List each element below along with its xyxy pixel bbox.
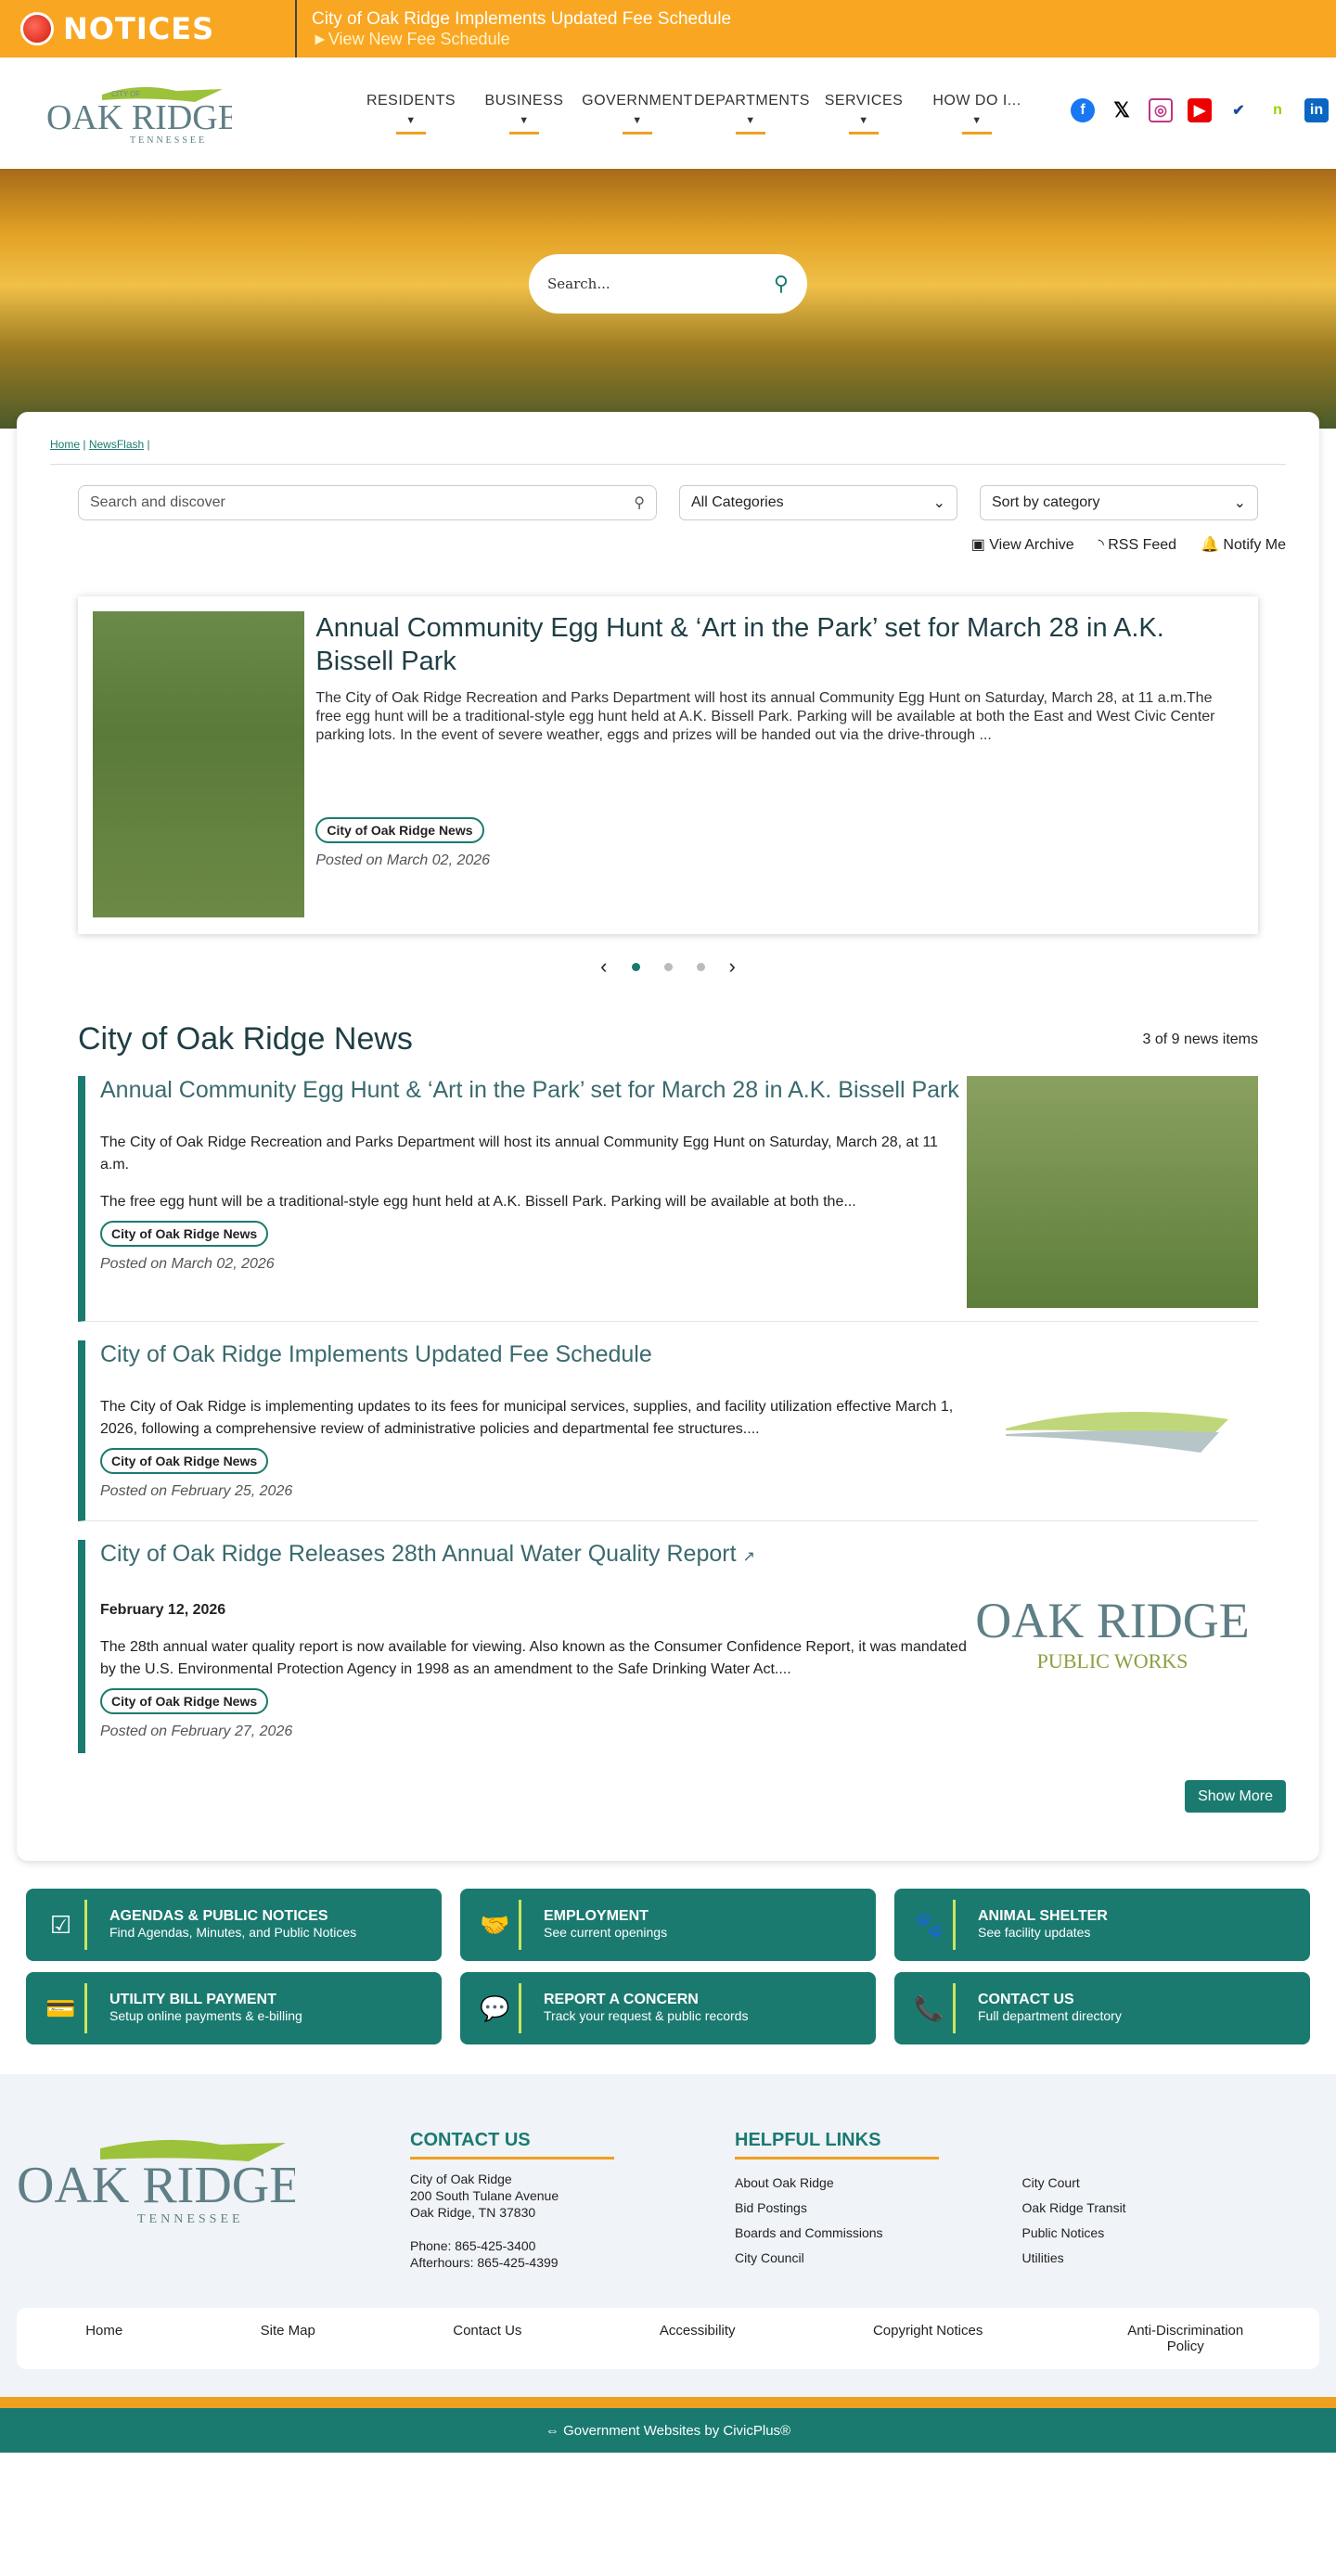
chevron-down-icon: ⌄: [932, 495, 945, 511]
hero-banner: [0, 169, 1336, 429]
news-thumbnail: OAK RIDGE PUBLIC WORKS: [975, 1593, 1250, 1672]
news-thumbnail: [967, 1076, 1258, 1308]
nav-departments[interactable]: DEPARTMENTS ▼: [694, 93, 807, 135]
news-item: Annual Community Egg Hunt & ‘Art in the Park’ set for March 28 in A.K. Bissell Park The City of Oak Ridge Recreation and Parks Department will host its annual Community Egg Hunt on Saturday, March 28, at 11 a.m. The free egg hunt will be a traditional-style egg hunt held at A.K. Bissell Park. Parking will be available at both the... City of Oak Ridge News Posted on March 02, 2026: [78, 1076, 1258, 1322]
civicplus-credit[interactable]: ⇔ Government Websites by CivicPlus®: [0, 2408, 1336, 2453]
view-archive-link[interactable]: ▣ View Archive: [970, 537, 1074, 553]
notice-link[interactable]: ►View New Fee Schedule: [312, 29, 510, 48]
footer-link[interactable]: Public Notices: [1021, 2225, 1105, 2240]
quick-link-report-concern[interactable]: 💬 REPORT A CONCERN Track your request & public records: [460, 1972, 876, 2044]
footer-helpful-links: HELPFUL LINKS About Oak Ridge Bid Postings Boards and Commissions City Council City Court Oak Ridge Transit Public Notices Utilities: [735, 2130, 1126, 2271]
nav-government[interactable]: GOVERNMENT ▼: [581, 93, 694, 135]
phone-icon: 📞: [906, 1983, 956, 2033]
facebook-icon[interactable]: f: [1071, 98, 1095, 122]
featured-title[interactable]: Annual Community Egg Hunt & ‘Art in the Park’ set for March 28 in A.K. Bissell Park: [315, 613, 1164, 676]
footer-link[interactable]: City Council: [735, 2250, 804, 2265]
youtube-icon[interactable]: ▶: [1188, 98, 1212, 122]
category-tag[interactable]: City of Oak Ridge News: [100, 1448, 268, 1474]
footer-site-map[interactable]: Site Map: [260, 2323, 315, 2339]
next-icon[interactable]: ›: [728, 955, 736, 978]
chat-icon: 💬: [471, 1983, 521, 2033]
prev-icon[interactable]: ‹: [600, 955, 608, 978]
carousel-pager: [50, 955, 1286, 979]
svg-text:OAK RIDGE: OAK RIDGE: [46, 97, 232, 137]
site-footer: [0, 2074, 1336, 2397]
news-title[interactable]: City of Oak Ridge Implements Updated Fee Schedule: [100, 1341, 652, 1367]
category-tag[interactable]: City of Oak Ridge News: [100, 1688, 268, 1714]
featured-image: [93, 611, 304, 917]
nav-residents[interactable]: RESIDENTS ▼: [354, 93, 468, 135]
news-title[interactable]: Annual Community Egg Hunt & ‘Art in the Park’ set for March 28 in A.K. Bissell Park: [100, 1077, 959, 1103]
archive-icon: ▣: [970, 537, 990, 553]
external-link-icon: ↗: [742, 1549, 755, 1565]
footer-accessibility[interactable]: Accessibility: [659, 2323, 736, 2339]
footer-bar: [17, 2308, 1319, 2369]
footer-copyright[interactable]: Copyright Notices: [872, 2323, 983, 2339]
featured-news[interactable]: [78, 596, 1258, 934]
quick-link-contact[interactable]: 📞 CONTACT US Full department directory: [894, 1972, 1310, 2044]
site-search[interactable]: Search... ⚲: [529, 254, 807, 314]
bell-icon: 🔔: [1201, 537, 1224, 553]
news-item: City of Oak Ridge Implements Updated Fee Schedule The City of Oak Ridge is implementing updates to its fees for municipal services, supplies, and facility utilization effective March 1, 2026, following a comprehensive review of administrative policies and departmental fee structures.... City of Oak Ridge News Posted on February 25, 2026: [78, 1340, 1258, 1521]
category-tag[interactable]: City of Oak Ridge News: [100, 1221, 268, 1247]
carousel-dot[interactable]: [697, 963, 705, 971]
news-card: [17, 412, 1319, 1861]
news-count: 3 of 9 news items: [1142, 1031, 1258, 1047]
sort-select[interactable]: Sort by category ⌄: [980, 485, 1258, 520]
nav-how-do-i[interactable]: HOW DO I... ▼: [920, 93, 1034, 135]
paw-icon: 🐾: [906, 1900, 956, 1950]
carousel-dot[interactable]: [664, 963, 673, 971]
nav-services[interactable]: SERVICES ▼: [807, 93, 920, 135]
linkedin-icon[interactable]: in: [1304, 98, 1329, 122]
svg-text:TENNESSEE: TENNESSEE: [130, 135, 208, 145]
checklist-icon: ☑: [37, 1900, 87, 1950]
svg-text:OAK RIDGE: OAK RIDGE: [17, 2157, 295, 2214]
handshake-icon: 🤝: [471, 1900, 521, 1950]
svg-text:TENNESSEE: TENNESSEE: [137, 2212, 244, 2226]
site-logo[interactable]: [46, 78, 232, 149]
footer-link[interactable]: Utilities: [1021, 2250, 1064, 2265]
search-icon: ⚲: [634, 495, 645, 511]
show-more-button[interactable]: Show More: [1185, 1780, 1286, 1813]
nextdoor-icon[interactable]: n: [1273, 102, 1282, 118]
quick-link-utility-bill[interactable]: 💳 UTILITY BILL PAYMENT Setup online payments & e-billing: [26, 1972, 442, 2044]
notify-me-link[interactable]: 🔔 Notify Me: [1201, 537, 1286, 553]
footer-link[interactable]: City Court: [1021, 2175, 1080, 2190]
alert-icon: [20, 12, 54, 45]
footer-link[interactable]: About Oak Ridge: [735, 2175, 834, 2190]
breadcrumb-home[interactable]: Home: [50, 438, 81, 451]
nav-business[interactable]: BUSINESS ▼: [468, 93, 581, 135]
rss-feed-link[interactable]: ◝ RSS Feed: [1098, 537, 1177, 553]
social-links: [1071, 98, 1329, 122]
notice-headline[interactable]: City of Oak Ridge Implements Updated Fee Schedule: [312, 8, 732, 29]
footer-logo[interactable]: [17, 2130, 410, 2271]
footer-link[interactable]: Boards and Commissions: [735, 2225, 883, 2240]
quick-links: [0, 1861, 1336, 2074]
category-select[interactable]: All Categories ⌄: [679, 485, 957, 520]
footer-anti-discrimination[interactable]: Anti-Discrimination Policy: [1127, 2323, 1244, 2354]
category-tag[interactable]: City of Oak Ridge News: [315, 817, 483, 843]
posted-date: Posted on March 02, 2026: [315, 852, 491, 868]
chevron-down-icon: ⌄: [1233, 495, 1246, 511]
main-nav: [354, 93, 1034, 135]
rss-icon: ◝: [1098, 537, 1109, 553]
carousel-dot[interactable]: [632, 963, 640, 971]
notices-label: NOTICES: [63, 11, 215, 46]
quick-link-employment[interactable]: 🤝 EMPLOYMENT See current openings: [460, 1889, 876, 1961]
civicplus-icon: ⇔: [545, 2422, 564, 2439]
footer-link[interactable]: Oak Ridge Transit: [1021, 2200, 1126, 2215]
footer-contact: CONTACT US City of Oak Ridge 200 South Tulane Avenue Oak Ridge, TN 37830 Phone: 865-425-3400 Afterhours: 865-425-4399: [410, 2130, 735, 2271]
card-icon: 💳: [37, 1983, 87, 2033]
breadcrumb: Home | NewsFlash |: [50, 438, 1286, 465]
quick-link-agendas[interactable]: ☑ AGENDAS & PUBLIC NOTICES Find Agendas, Minutes, and Public Notices: [26, 1889, 442, 1961]
svg-text:CITY OF: CITY OF: [111, 89, 141, 98]
nextdoor-check-icon[interactable]: ✔: [1232, 103, 1245, 119]
footer-contact-us[interactable]: Contact Us: [453, 2323, 522, 2339]
footer-stripe: [0, 2397, 1336, 2408]
footer-link[interactable]: Bid Postings: [735, 2200, 807, 2215]
news-title[interactable]: City of Oak Ridge Releases 28th Annual Water Quality Report ↗: [100, 1541, 755, 1567]
news-thumbnail: [967, 1340, 1258, 1507]
search-icon[interactable]: ⚲: [773, 272, 789, 296]
news-search-input[interactable]: Search and discover ⚲: [78, 485, 657, 520]
featured-body: The City of Oak Ridge Recreation and Parks Department will host its annual Community Egg Hunt on Saturday, March 28, at 11 a.m.The free egg hunt will be a traditional-style egg hunt held at A.K. Bissell Park. Parking will be available at both the East and West Civic Center parking lots. In the event of severe weather, eggs and prizes will be handed out via the drive-through ...: [315, 690, 1215, 743]
breadcrumb-newsflash[interactable]: NewsFlash: [88, 438, 145, 451]
instagram-icon[interactable]: ◎: [1149, 98, 1173, 122]
news-item: City of Oak Ridge Releases 28th Annual Water Quality Report ↗ February 12, 2026 The 28th annual water quality report is now available for viewing. Also known as the Consumer Confidence Report, it was mandated by the U.S. Environmental Protection Agency in 1998 as an amendment to the Safe Drinking Water Act.... City of Oak Ridge News Posted on February 27, 2026 OAK RIDGE PUBLIC WORKS: [78, 1540, 1258, 1753]
site-header: [0, 58, 1336, 169]
news-heading: City of Oak Ridge News: [78, 1021, 413, 1057]
x-icon[interactable]: 𝕏: [1113, 98, 1130, 122]
footer-home[interactable]: Home: [85, 2323, 123, 2339]
quick-link-animal-shelter[interactable]: 🐾 ANIMAL SHELTER See facility updates: [894, 1889, 1310, 1961]
notices-bar: [0, 0, 1336, 58]
